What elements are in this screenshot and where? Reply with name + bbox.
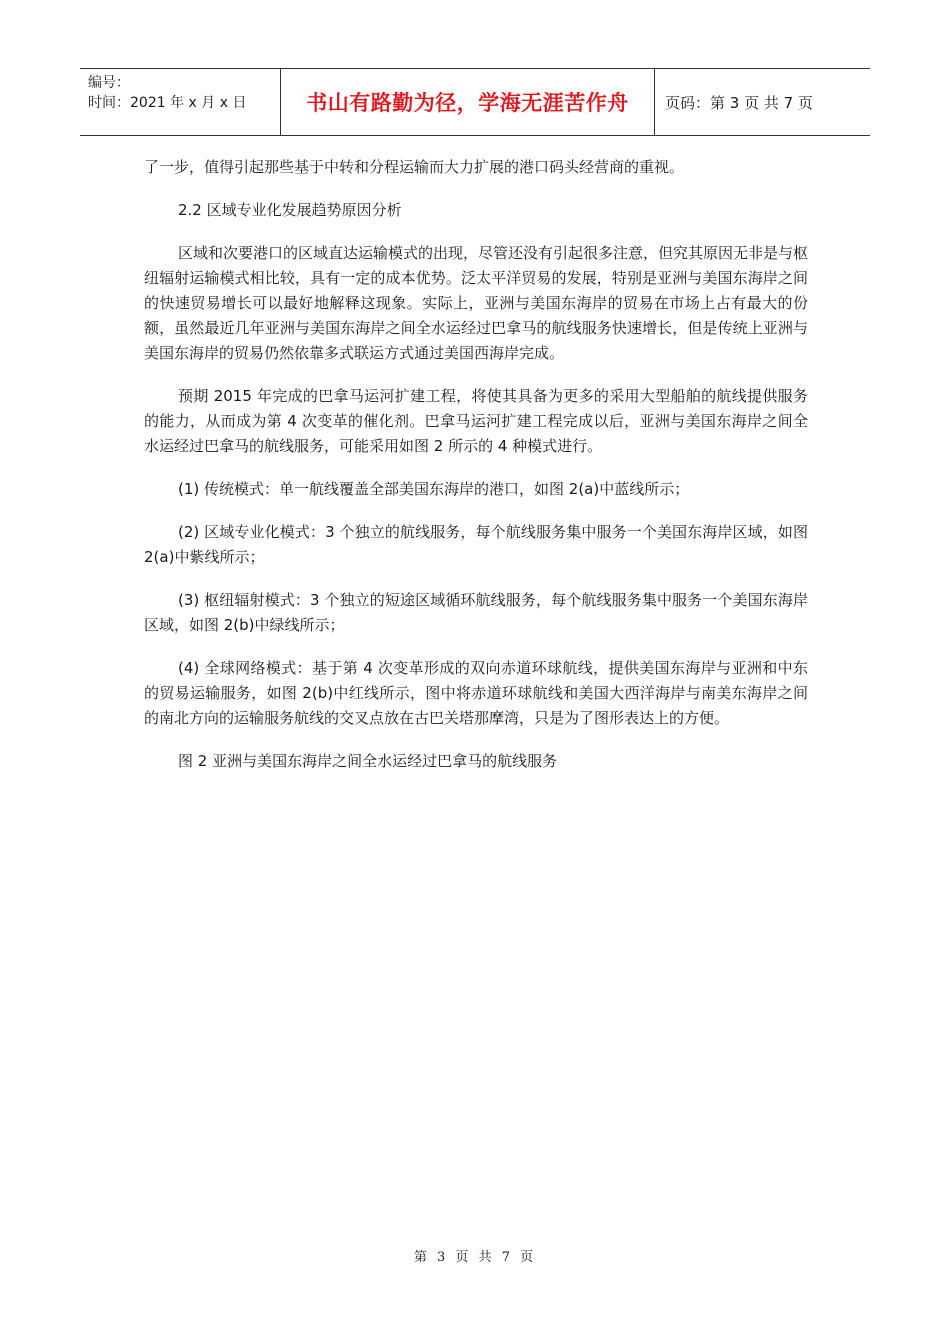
list-item-hub-spoke-mode: (3) 枢纽辐射模式：3 个独立的短途区域循环航线服务，每个航线服务集中服务一个美国东海岸区域，如图 2(b)中绿线所示； [144,591,808,634]
list-item-global-network-mode: (4) 全球网络模式：基于第 4 次变革形成的双向赤道环球航线，提供美国东海岸与亚洲和中东的贸易运输服务，如图 2(b)中红线所示，图中将赤道环球航线和美国大西洋海岸与南美东海岸之间的南北方向的运输服务航线的交叉点放在古巴关塔那摩湾，只是为了图形表达上的方便。 [144,659,808,727]
page-header [80,68,870,136]
document-body [144,155,808,774]
header-motto: 书山有路勤为径，学海无涯苦作舟 [306,90,629,115]
list-item-regional-mode: (2) 区域专业化模式：3 个独立的航线服务，每个航线服务集中服务一个美国东海岸区域，如图 2(a)中紫线所示； [144,523,808,566]
figure-caption: 图 2 亚洲与美国东海岸之间全水运经过巴拿马的航线服务 [178,752,558,770]
section-heading: 2.2 区域专业化发展趋势原因分析 [178,201,402,219]
document-number-label: 编号： [88,75,130,91]
paragraph-continuation: 了一步，值得引起那些基于中转和分程运输而大力扩展的港口码头经营商的重视。 [144,158,685,176]
header-meta [80,69,281,135]
paragraph: 预期 2015 年完成的巴拿马运河扩建工程，将使其具备为更多的采用大型船舶的航线提供服务的能力，从而成为第 4 次变革的催化剂。巴拿马运河扩建工程完成以后，亚洲与美国东海岸之间全水运经过巴拿马的航线服务，可能采用如图 2 所示的 4 种模式进行。 [144,387,808,455]
header-page-info: 页码：第 3 页 共 7 页 [665,93,813,112]
paragraph: 区域和次要港口的区域直达运输模式的出现，尽管还没有引起很多注意，但究其原因无非是与枢纽辐射运输模式相比较，具有一定的成本优势。泛太平洋贸易的发展，特别是亚洲与美国东海岸之间的快速贸易增长可以最好地解释这现象。实际上，亚洲与美国东海岸的贸易在市场上占有最大的份额，虽然最近几年亚洲与美国东海岸之间全水运经过巴拿马的航线服务快速增长，但是传统上亚洲与美国东海岸的贸易仍然依靠多式联运方式通过美国西海岸完成。 [144,244,809,362]
header-motto-cell [281,69,655,135]
list-item-traditional-mode: (1) 传统模式：单一航线覆盖全部美国东海岸的港口，如图 2(a)中蓝线所示； [178,480,690,498]
document-date: 时间：2021 年 x 月 x 日 [88,95,247,111]
page-footer: 第 3 页 共 7 页 [413,1250,537,1265]
